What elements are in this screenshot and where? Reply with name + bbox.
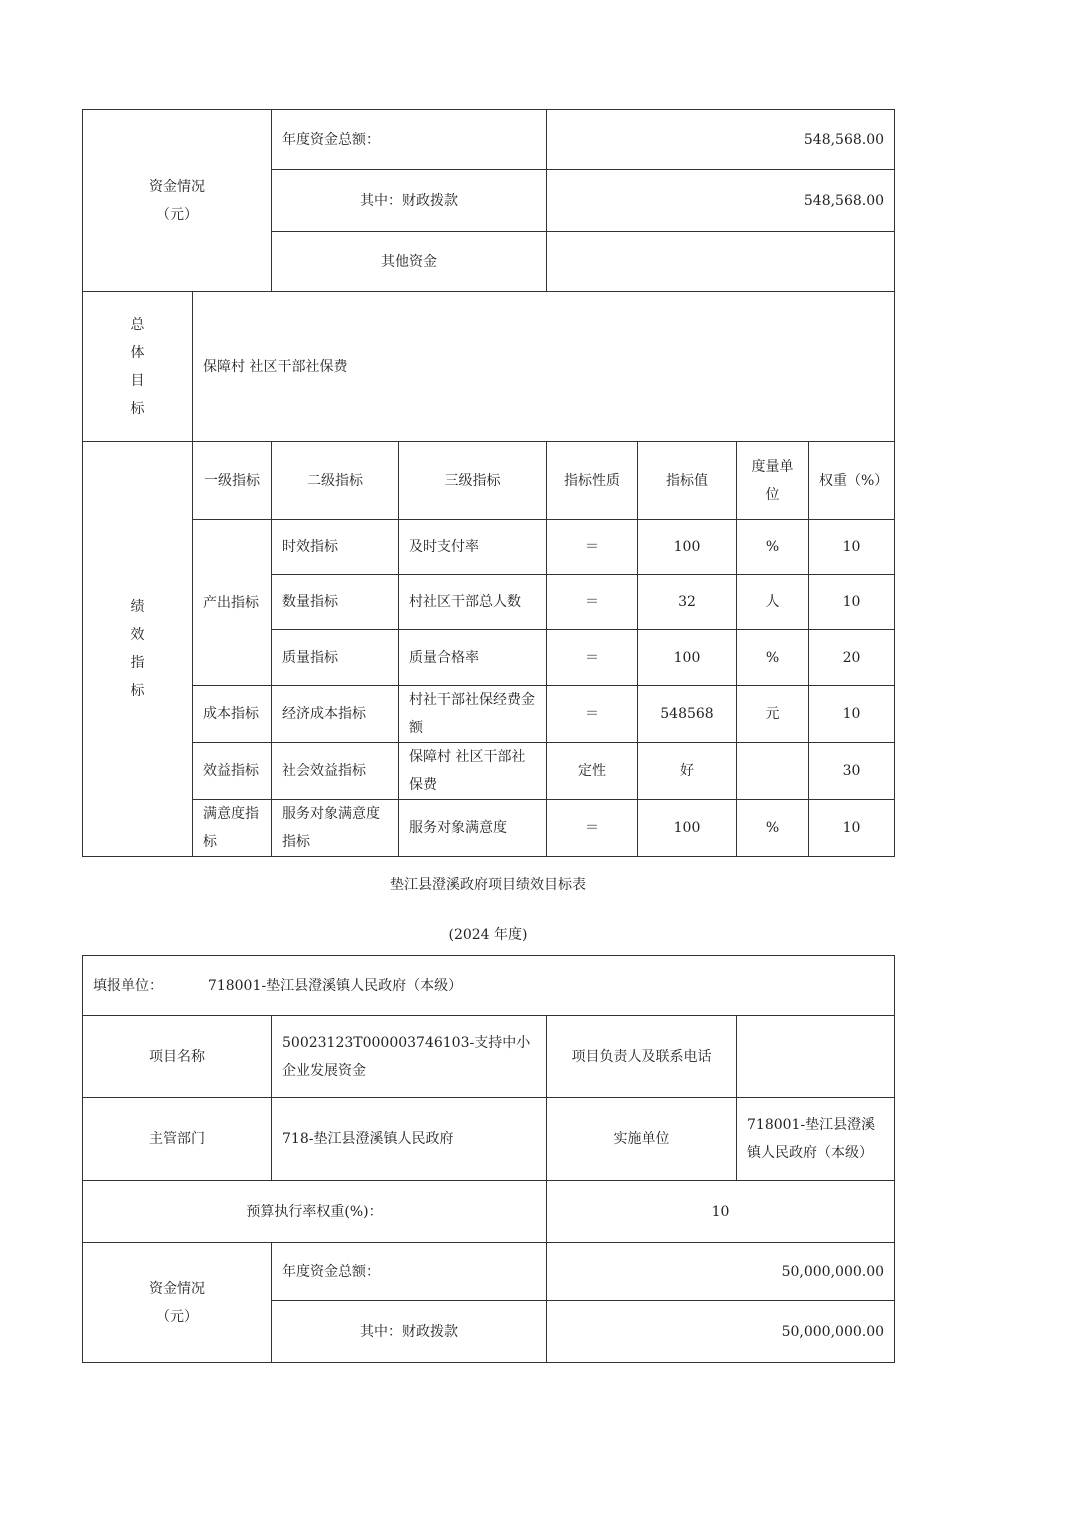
table-title: 垫江县澄溪政府项目绩效目标表 <box>390 877 586 893</box>
row-weight: 20 <box>809 630 895 686</box>
performance-indicator-label: 绩 效 指 标 <box>83 442 193 857</box>
row-level1: 产出指标 <box>193 520 272 686</box>
annual-total-label: 年度资金总额： <box>272 110 547 170</box>
fiscal-allocation-label: 其中：财政拨款 <box>272 1301 547 1363</box>
row-value: 100 <box>638 520 737 575</box>
impl-label: 实施单位 <box>547 1098 737 1181</box>
row-level3: 服务对象满意度 <box>399 800 547 857</box>
row-value: 548568 <box>638 686 737 743</box>
row-level2: 数量指标 <box>272 575 399 630</box>
fund-info-label: 资金情况 <box>149 1280 205 1297</box>
header-nature: 指标性质 <box>547 442 638 520</box>
fiscal-allocation-value: 548,568.00 <box>547 170 895 232</box>
row-unit: 元 <box>737 686 809 743</box>
row-value: 100 <box>638 800 737 857</box>
dept-label: 主管部门 <box>83 1098 272 1181</box>
row-weight: 10 <box>809 575 895 630</box>
row-level3: 村社干部社保经费金额 <box>399 686 547 743</box>
annual-total-value: 548,568.00 <box>547 110 895 170</box>
row-nature: ＝ <box>547 520 638 575</box>
row-level2: 服务对象满意度指标 <box>272 800 399 857</box>
row-level1: 满意度指标 <box>193 800 272 857</box>
fund-info-label-cell <box>83 110 272 292</box>
row-level3: 保障村 社区干部社保费 <box>399 743 547 800</box>
row-level2: 质量指标 <box>272 630 399 686</box>
header-level3: 三级指标 <box>399 442 547 520</box>
fund-info-unit: （元） <box>156 206 198 223</box>
budget-rate-value: 10 <box>547 1181 895 1243</box>
row-level2: 经济成本指标 <box>272 686 399 743</box>
reporter-label: 填报单位： <box>93 977 163 994</box>
row-level3: 村社区干部总人数 <box>399 575 547 630</box>
contact-label: 项目负责人及联系电话 <box>547 1016 737 1098</box>
row-level1: 效益指标 <box>193 743 272 800</box>
header-weight: 权重（%） <box>809 442 895 520</box>
row-unit: % <box>737 520 809 575</box>
row-value: 100 <box>638 630 737 686</box>
fund-info-label: 资金情况 <box>149 178 205 195</box>
overall-goal-label: 总 体 目 标 <box>83 292 193 442</box>
row-level2: 社会效益指标 <box>272 743 399 800</box>
row-unit <box>737 743 809 800</box>
row-level2: 时效指标 <box>272 520 399 575</box>
row-unit: % <box>737 800 809 857</box>
performance-table-1 <box>82 109 895 857</box>
overall-goal-text: 保障村 社区干部社保费 <box>193 292 895 442</box>
row-nature: ＝ <box>547 575 638 630</box>
annual-total-value: 50,000,000.00 <box>547 1243 895 1301</box>
impl-value: 718001-垫江县澄溪镇人民政府（本级） <box>737 1098 895 1181</box>
other-funds-value <box>547 232 895 292</box>
row-weight: 30 <box>809 743 895 800</box>
row-weight: 10 <box>809 520 895 575</box>
reporter-cell <box>83 956 895 1016</box>
contact-value <box>737 1016 895 1098</box>
fund-info-label-cell-2 <box>83 1243 272 1363</box>
row-value: 好 <box>638 743 737 800</box>
row-weight: 10 <box>809 686 895 743</box>
row-nature: 定性 <box>547 743 638 800</box>
reporter-value: 718001-垫江县澄溪镇人民政府（本级） <box>207 977 463 994</box>
budget-rate-label: 预算执行率权重(%)： <box>83 1181 547 1243</box>
fiscal-allocation-label: 其中：财政拨款 <box>272 170 547 232</box>
row-nature: ＝ <box>547 800 638 857</box>
table-row <box>83 800 895 857</box>
row-unit: % <box>737 630 809 686</box>
annual-total-label: 年度资金总额： <box>272 1243 547 1301</box>
header-unit: 度量单位 <box>737 442 809 520</box>
fund-info-unit: （元） <box>156 1308 198 1325</box>
performance-table-2 <box>82 955 895 1363</box>
project-name-label: 项目名称 <box>83 1016 272 1098</box>
header-value: 指标值 <box>638 442 737 520</box>
row-value: 32 <box>638 575 737 630</box>
row-unit: 人 <box>737 575 809 630</box>
other-funds-label: 其他资金 <box>272 232 547 292</box>
table-row <box>83 520 895 575</box>
row-level1: 成本指标 <box>193 686 272 743</box>
header-level2: 二级指标 <box>272 442 399 520</box>
dept-value: 718-垫江县澄溪镇人民政府 <box>272 1098 547 1181</box>
row-nature: ＝ <box>547 630 638 686</box>
row-weight: 10 <box>809 800 895 857</box>
project-name-value: 50023123T000003746103-支持中小企业发展资金 <box>272 1016 547 1098</box>
row-nature: ＝ <box>547 686 638 743</box>
table-row <box>83 686 895 743</box>
row-level3: 质量合格率 <box>399 630 547 686</box>
table-year: (2024 年度) <box>448 927 528 943</box>
fiscal-allocation-value: 50,000,000.00 <box>547 1301 895 1363</box>
table-row <box>83 743 895 800</box>
row-level3: 及时支付率 <box>399 520 547 575</box>
header-level1: 一级指标 <box>193 442 272 520</box>
